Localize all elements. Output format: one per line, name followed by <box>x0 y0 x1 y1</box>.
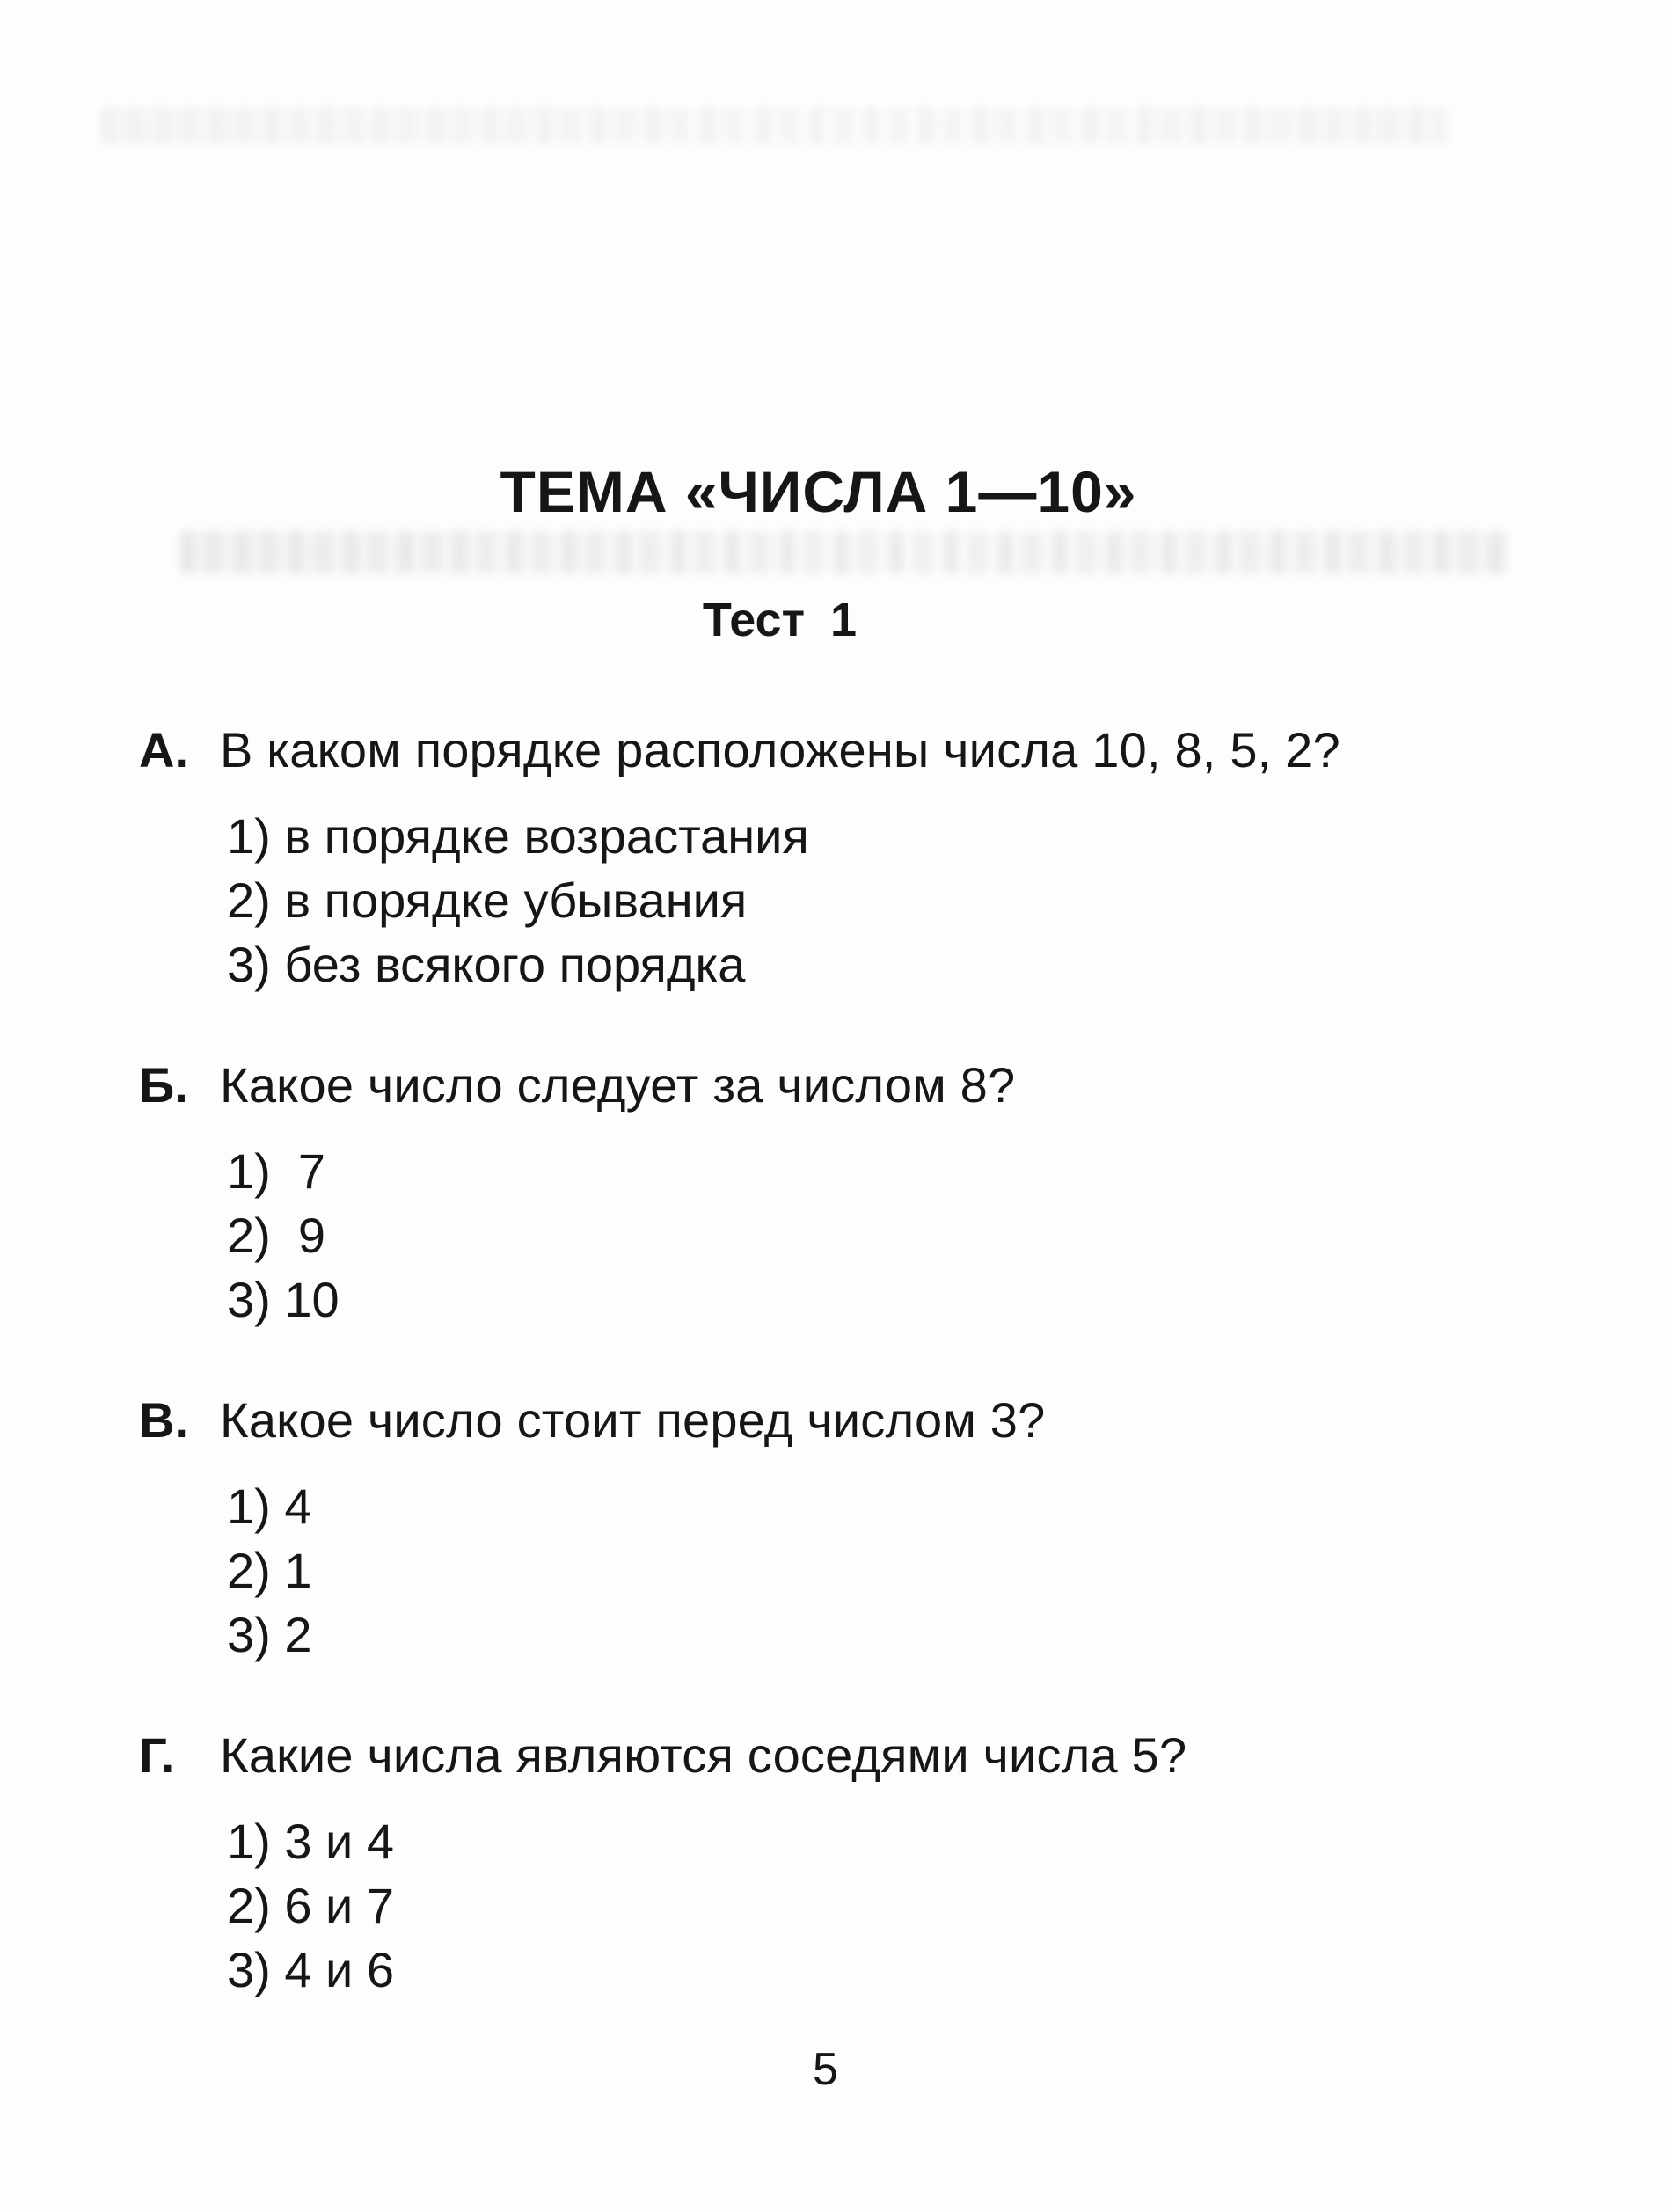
question-line <box>139 718 1546 782</box>
option-item: 3) 10 <box>227 1272 340 1327</box>
question-v <box>139 1388 1546 1667</box>
option-item: 3) 2 <box>227 1607 312 1662</box>
question-label: Б. <box>139 1057 188 1113</box>
page-number: 5 <box>813 2044 838 2095</box>
option-item: 1) в порядке возрастания <box>227 808 809 864</box>
theme-title: ТЕМА «ЧИСЛА 1—10» <box>500 459 1137 524</box>
question-label: Г. <box>139 1727 175 1783</box>
option-list <box>227 1809 1546 2002</box>
question-text: Какое число стоит перед числом 3? <box>220 1392 1046 1448</box>
question-list <box>139 718 1546 2002</box>
option-item: 3) 4 и 6 <box>227 1942 395 1997</box>
option-item: 3) без всякого порядка <box>227 937 746 992</box>
option-item: 2) 6 и 7 <box>227 1878 395 1933</box>
question-label: В. <box>139 1392 188 1448</box>
option-list <box>227 1474 1546 1667</box>
bleed-through-band-middle <box>180 531 1508 573</box>
option-item: 1) 7 <box>227 1143 326 1199</box>
option-item: 1) 4 <box>227 1478 312 1534</box>
option-list <box>227 804 1546 996</box>
test-title: Тест 1 <box>702 594 858 646</box>
question-text: Какие числа являются соседями числа 5? <box>220 1727 1187 1783</box>
question-a <box>139 718 1546 996</box>
question-line <box>139 1388 1546 1452</box>
question-label: А. <box>139 722 188 777</box>
question-text: В каком порядке расположены числа 10, 8, 5, 2? <box>220 722 1340 777</box>
bleed-through-band-top <box>101 107 1447 144</box>
option-item: 1) 3 и 4 <box>227 1814 395 1869</box>
question-b <box>139 1053 1546 1332</box>
question-line <box>139 1723 1546 1787</box>
option-item: 2) 1 <box>227 1543 312 1598</box>
question-g <box>139 1723 1546 2002</box>
option-item: 2) 9 <box>227 1208 326 1263</box>
option-item: 2) в порядке убывания <box>227 872 748 928</box>
question-text: Какое число следует за числом 8? <box>220 1057 1016 1113</box>
question-line <box>139 1053 1546 1117</box>
option-list <box>227 1139 1546 1332</box>
